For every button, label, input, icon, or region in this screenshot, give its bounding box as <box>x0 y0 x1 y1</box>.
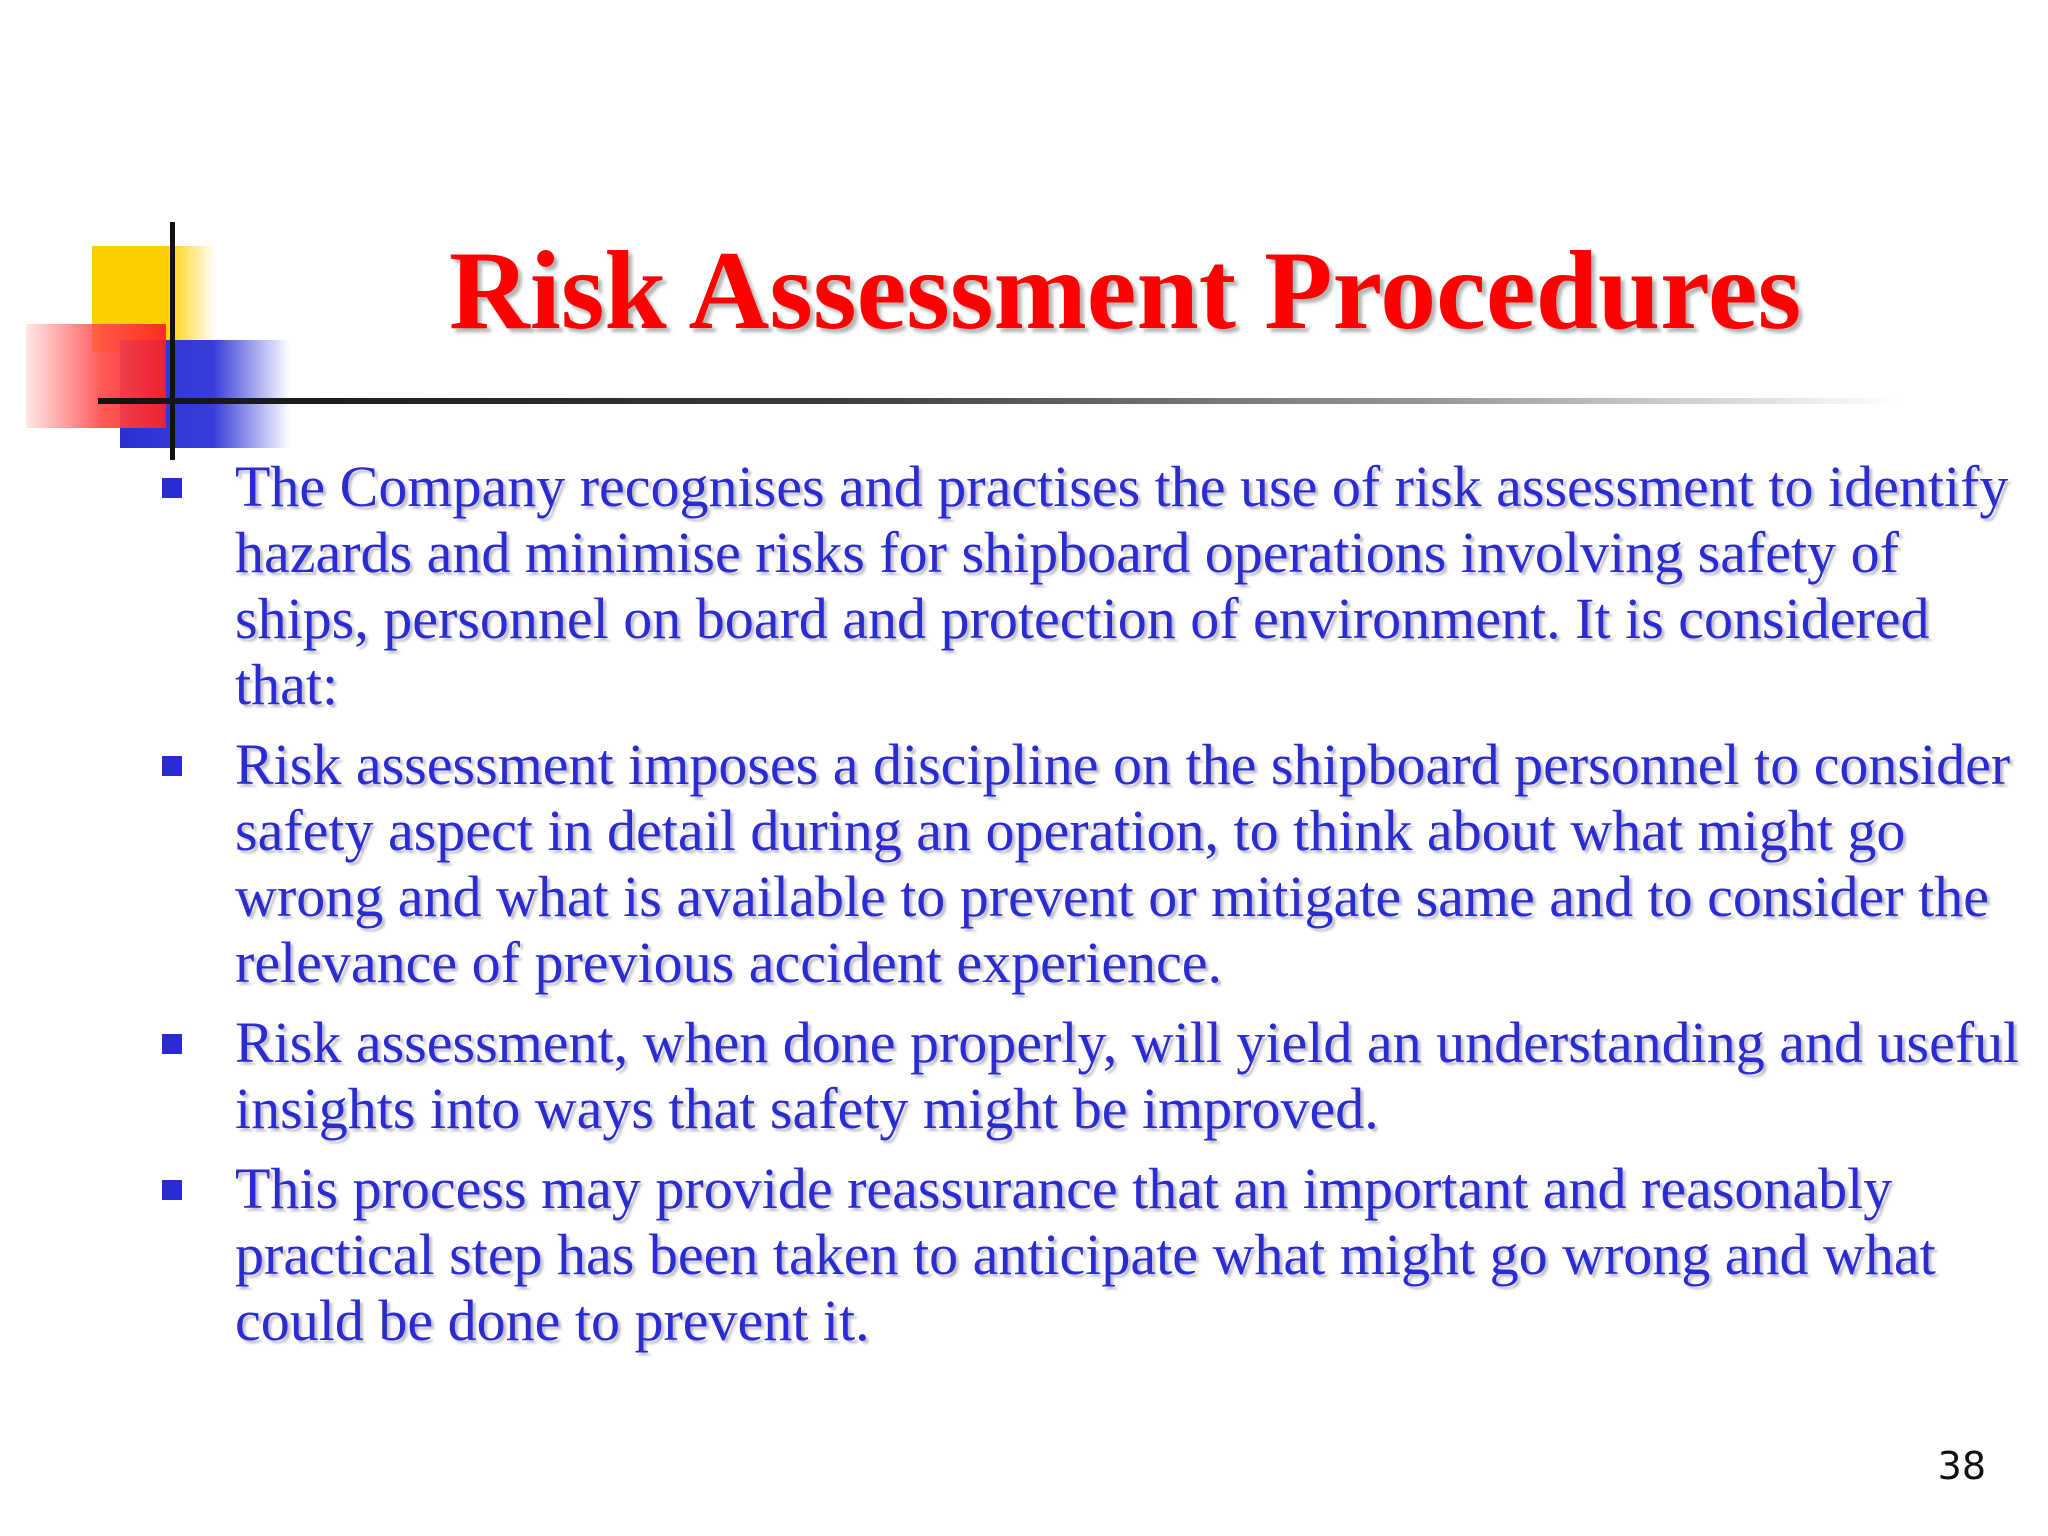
bullet-text: Risk assessment, when done properly, will yield an understanding and useful insights into ways that safety might be improved. <box>235 1010 2020 1141</box>
page-number: 38 <box>1937 1444 1986 1488</box>
square-bullet-icon <box>162 1180 182 1200</box>
square-bullet-icon <box>162 756 182 776</box>
bullet-list <box>150 454 2030 1368</box>
bullet-text: Risk assessment imposes a discipline on the shipboard personnel to consider safety aspect in detail during an operation, to think about what might go wrong and what is available to prevent or mitigate same and to consider the relevance of previous accident experience. <box>235 732 2011 995</box>
bullet-item <box>150 732 2030 996</box>
square-bullet-icon <box>162 478 182 498</box>
slide-title: Risk Assessment Procedures <box>448 229 1802 353</box>
title-underline-divider <box>98 398 1898 404</box>
bullet-item <box>150 1010 2030 1142</box>
bullet-text: This process may provide reassurance that an important and reasonably practical step has been taken to anticipate what might go wrong and what could be done to prevent it. <box>235 1156 1936 1353</box>
bullet-item <box>150 454 2030 718</box>
square-bullet-icon <box>162 1034 182 1054</box>
red-square-decoration <box>26 324 166 428</box>
bullet-text: The Company recognises and practises the use of risk assessment to identify hazards and minimise risks for shipboard operations involving safety of ships, personnel on board and protection of environment. It is considered that: <box>235 454 2009 717</box>
slide-logo-decoration <box>0 0 300 480</box>
vertical-line-decoration <box>170 222 175 460</box>
bullet-item <box>150 1156 2030 1354</box>
